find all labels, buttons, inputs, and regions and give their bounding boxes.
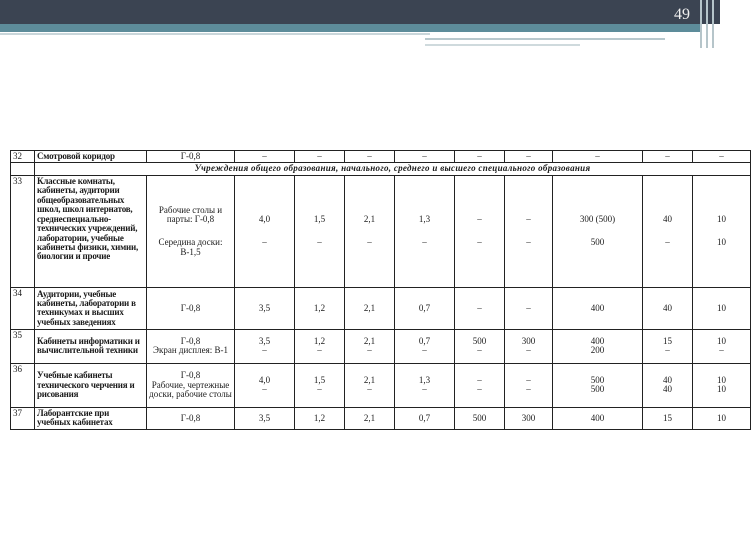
room-name: Аудитории, учебные кабинеты, лаборатории в техникумах и высших учебных заведениях bbox=[35, 287, 147, 329]
table-cell bbox=[11, 163, 35, 175]
cell-value: 40 bbox=[663, 384, 672, 395]
table-row bbox=[11, 151, 751, 163]
cell-value: – bbox=[526, 237, 531, 248]
cell-value: 2,1 bbox=[363, 335, 376, 346]
spacer bbox=[695, 224, 748, 238]
table-cell: – bbox=[505, 151, 553, 163]
cell-value: – bbox=[477, 237, 482, 248]
cell-value: – bbox=[367, 237, 372, 248]
spacer bbox=[555, 224, 640, 238]
table-cell: 40 bbox=[643, 287, 693, 329]
table-cell: 2,1 bbox=[345, 407, 395, 429]
cell-value: 200 bbox=[590, 345, 605, 356]
spacer bbox=[297, 224, 342, 238]
cell-value: 0,7 bbox=[418, 335, 431, 346]
cell-value: – bbox=[367, 345, 372, 356]
decor-frame-line bbox=[706, 0, 708, 48]
cell-value: 10 bbox=[717, 237, 726, 248]
table-cell bbox=[553, 363, 643, 407]
row-number: 33 bbox=[11, 175, 35, 287]
cell-value: 1,5 bbox=[313, 213, 326, 224]
table-cell bbox=[395, 329, 455, 363]
cell-value: 10 bbox=[717, 335, 726, 346]
table-cell: – bbox=[455, 287, 505, 329]
work-plane-board: Середина доски: В-1,5 bbox=[158, 237, 223, 257]
cell-value: – bbox=[317, 384, 322, 395]
table-row bbox=[11, 175, 751, 287]
table-cell bbox=[553, 175, 643, 287]
table-cell: 0,7 bbox=[395, 407, 455, 429]
slide-accent-bar bbox=[0, 24, 700, 32]
table-cell bbox=[505, 175, 553, 287]
cell-value: 2,1 bbox=[363, 213, 376, 224]
cell-value: – bbox=[262, 237, 267, 248]
cell-value: – bbox=[262, 345, 267, 356]
cell-value: – bbox=[422, 345, 427, 356]
row-number: 37 bbox=[11, 407, 35, 429]
table-cell bbox=[643, 329, 693, 363]
table-cell: 3,5 bbox=[235, 407, 295, 429]
decor-line bbox=[0, 33, 430, 35]
table-cell bbox=[455, 175, 505, 287]
table-row bbox=[11, 329, 751, 363]
cell-value: 500 bbox=[590, 384, 605, 395]
cell-value: 1,5 bbox=[313, 374, 326, 385]
row-number: 32 bbox=[11, 151, 35, 163]
spacer bbox=[457, 224, 502, 238]
work-plane bbox=[147, 175, 235, 287]
table-cell: – bbox=[235, 151, 295, 163]
cell-value: – bbox=[477, 213, 482, 224]
table-cell bbox=[455, 363, 505, 407]
spacer bbox=[347, 224, 392, 238]
cell-value: 1,3 bbox=[418, 213, 431, 224]
cell-value: – bbox=[317, 237, 322, 248]
section-header: Учреждения общего образования, начального, среднего и высшего специального образования bbox=[35, 163, 751, 175]
cell-value: 40 bbox=[663, 374, 672, 385]
cell-value: 2,1 bbox=[363, 374, 376, 385]
table-cell: – bbox=[643, 151, 693, 163]
cell-value: 1,2 bbox=[313, 335, 326, 346]
table-cell: – bbox=[345, 151, 395, 163]
decor-frame-line bbox=[712, 0, 714, 48]
table-cell: – bbox=[395, 151, 455, 163]
work-plane: Г-0,8 bbox=[147, 151, 235, 163]
cell-value: – bbox=[665, 237, 670, 248]
table-cell: 10 bbox=[693, 287, 751, 329]
table-cell bbox=[505, 329, 553, 363]
cell-value: – bbox=[477, 374, 482, 385]
decor-line bbox=[425, 44, 580, 46]
table-cell bbox=[395, 363, 455, 407]
decor-line bbox=[425, 38, 665, 40]
cell-value: – bbox=[526, 213, 531, 224]
work-plane-boards: Рабочие, чертежные доски, рабочие столы bbox=[149, 379, 232, 400]
work-plane-screen: Экран дисплея: В-1 bbox=[153, 345, 228, 356]
work-plane bbox=[147, 363, 235, 407]
table-cell: 2,1 bbox=[345, 287, 395, 329]
room-name: Лаборантские при учебных кабинетах bbox=[35, 407, 147, 429]
work-plane-desks: Г-0,8 bbox=[180, 370, 201, 381]
room-name: Смотровой коридор bbox=[35, 151, 147, 163]
cell-value: – bbox=[477, 384, 482, 395]
cell-value: – bbox=[422, 384, 427, 395]
table-cell: 15 bbox=[643, 407, 693, 429]
table-row bbox=[11, 363, 751, 407]
table-cell: – bbox=[693, 151, 751, 163]
table-cell bbox=[345, 175, 395, 287]
work-plane-desks: Рабочие столы и парты: Г-0,8 bbox=[158, 204, 223, 224]
table-cell bbox=[505, 363, 553, 407]
table-cell bbox=[395, 175, 455, 287]
table-cell: 400 bbox=[553, 407, 643, 429]
spacer bbox=[237, 224, 292, 238]
slide-header-bar bbox=[0, 0, 720, 24]
table-cell bbox=[643, 363, 693, 407]
cell-value: – bbox=[526, 374, 531, 385]
row-number: 36 bbox=[11, 363, 35, 407]
work-plane: Г-0,8 bbox=[147, 287, 235, 329]
cell-value: – bbox=[526, 384, 531, 395]
cell-value: 10 bbox=[717, 374, 726, 385]
table-cell: 300 bbox=[505, 407, 553, 429]
spacer bbox=[507, 224, 550, 238]
row-number: 34 bbox=[11, 287, 35, 329]
table-cell: – bbox=[553, 151, 643, 163]
room-name: Учебные кабинеты технического черчения и рисования bbox=[35, 363, 147, 407]
table-cell bbox=[295, 329, 345, 363]
section-header-row bbox=[11, 163, 751, 175]
cell-value: 500 bbox=[590, 374, 605, 385]
cell-value: – bbox=[719, 345, 724, 356]
table-cell bbox=[345, 329, 395, 363]
table-cell: 400 bbox=[553, 287, 643, 329]
table-cell bbox=[235, 175, 295, 287]
table-cell: – bbox=[455, 151, 505, 163]
cell-value: 300 bbox=[521, 335, 536, 346]
table-row bbox=[11, 287, 751, 329]
table-cell: 1,2 bbox=[295, 407, 345, 429]
work-plane bbox=[147, 329, 235, 363]
table-cell: 500 bbox=[455, 407, 505, 429]
work-plane: Г-0,8 bbox=[147, 407, 235, 429]
row-number: 35 bbox=[11, 329, 35, 363]
table-cell bbox=[235, 329, 295, 363]
table-cell bbox=[295, 363, 345, 407]
cell-value: 40 bbox=[663, 213, 672, 224]
cell-value: 500 bbox=[472, 335, 487, 346]
spacer bbox=[149, 224, 232, 238]
cell-value: 500 bbox=[590, 237, 605, 248]
table-cell: 1,2 bbox=[295, 287, 345, 329]
cell-value: – bbox=[422, 237, 427, 248]
spacer bbox=[645, 224, 690, 238]
cell-value: 1,3 bbox=[418, 374, 431, 385]
cell-value: 4,0 bbox=[258, 213, 271, 224]
cell-value: 4,0 bbox=[258, 374, 271, 385]
table-cell: – bbox=[505, 287, 553, 329]
table-cell bbox=[345, 363, 395, 407]
lighting-norms-table bbox=[10, 150, 751, 430]
cell-value: – bbox=[477, 345, 482, 356]
decor-frame-line bbox=[700, 0, 702, 48]
cell-value: – bbox=[367, 384, 372, 395]
table-cell bbox=[235, 363, 295, 407]
table-cell bbox=[693, 175, 751, 287]
cell-value: – bbox=[526, 345, 531, 356]
cell-value: 3,5 bbox=[258, 335, 271, 346]
cell-value: 10 bbox=[717, 384, 726, 395]
spacer bbox=[397, 224, 452, 238]
table-cell: 0,7 bbox=[395, 287, 455, 329]
table-cell: – bbox=[295, 151, 345, 163]
table-cell: 3,5 bbox=[235, 287, 295, 329]
cell-value: 15 bbox=[663, 335, 672, 346]
page-number: 49 bbox=[674, 6, 690, 23]
work-plane-desks: Г-0,8 bbox=[180, 335, 201, 346]
cell-value: – bbox=[317, 345, 322, 356]
table-cell bbox=[693, 329, 751, 363]
table-row bbox=[11, 407, 751, 429]
table-cell bbox=[553, 329, 643, 363]
cell-value: – bbox=[665, 345, 670, 356]
scanned-table-image bbox=[10, 150, 726, 428]
cell-value: – bbox=[262, 384, 267, 395]
table-cell: 10 bbox=[693, 407, 751, 429]
cell-value: 400 bbox=[590, 335, 605, 346]
cell-value: 300 (500) bbox=[579, 213, 616, 224]
room-name: Классные комнаты, кабинеты, аудитории общеобразовательных школ, школ интернатов, среднеспециально-технических учреждений, лаборатории, учебные кабинеты физики, химии, биологии и прочие bbox=[35, 175, 147, 287]
table-cell bbox=[643, 175, 693, 287]
table-cell bbox=[295, 175, 345, 287]
table-cell bbox=[455, 329, 505, 363]
table-cell bbox=[693, 363, 751, 407]
room-name: Кабинеты информатики и вычислительной техники bbox=[35, 329, 147, 363]
cell-value: 10 bbox=[717, 213, 726, 224]
